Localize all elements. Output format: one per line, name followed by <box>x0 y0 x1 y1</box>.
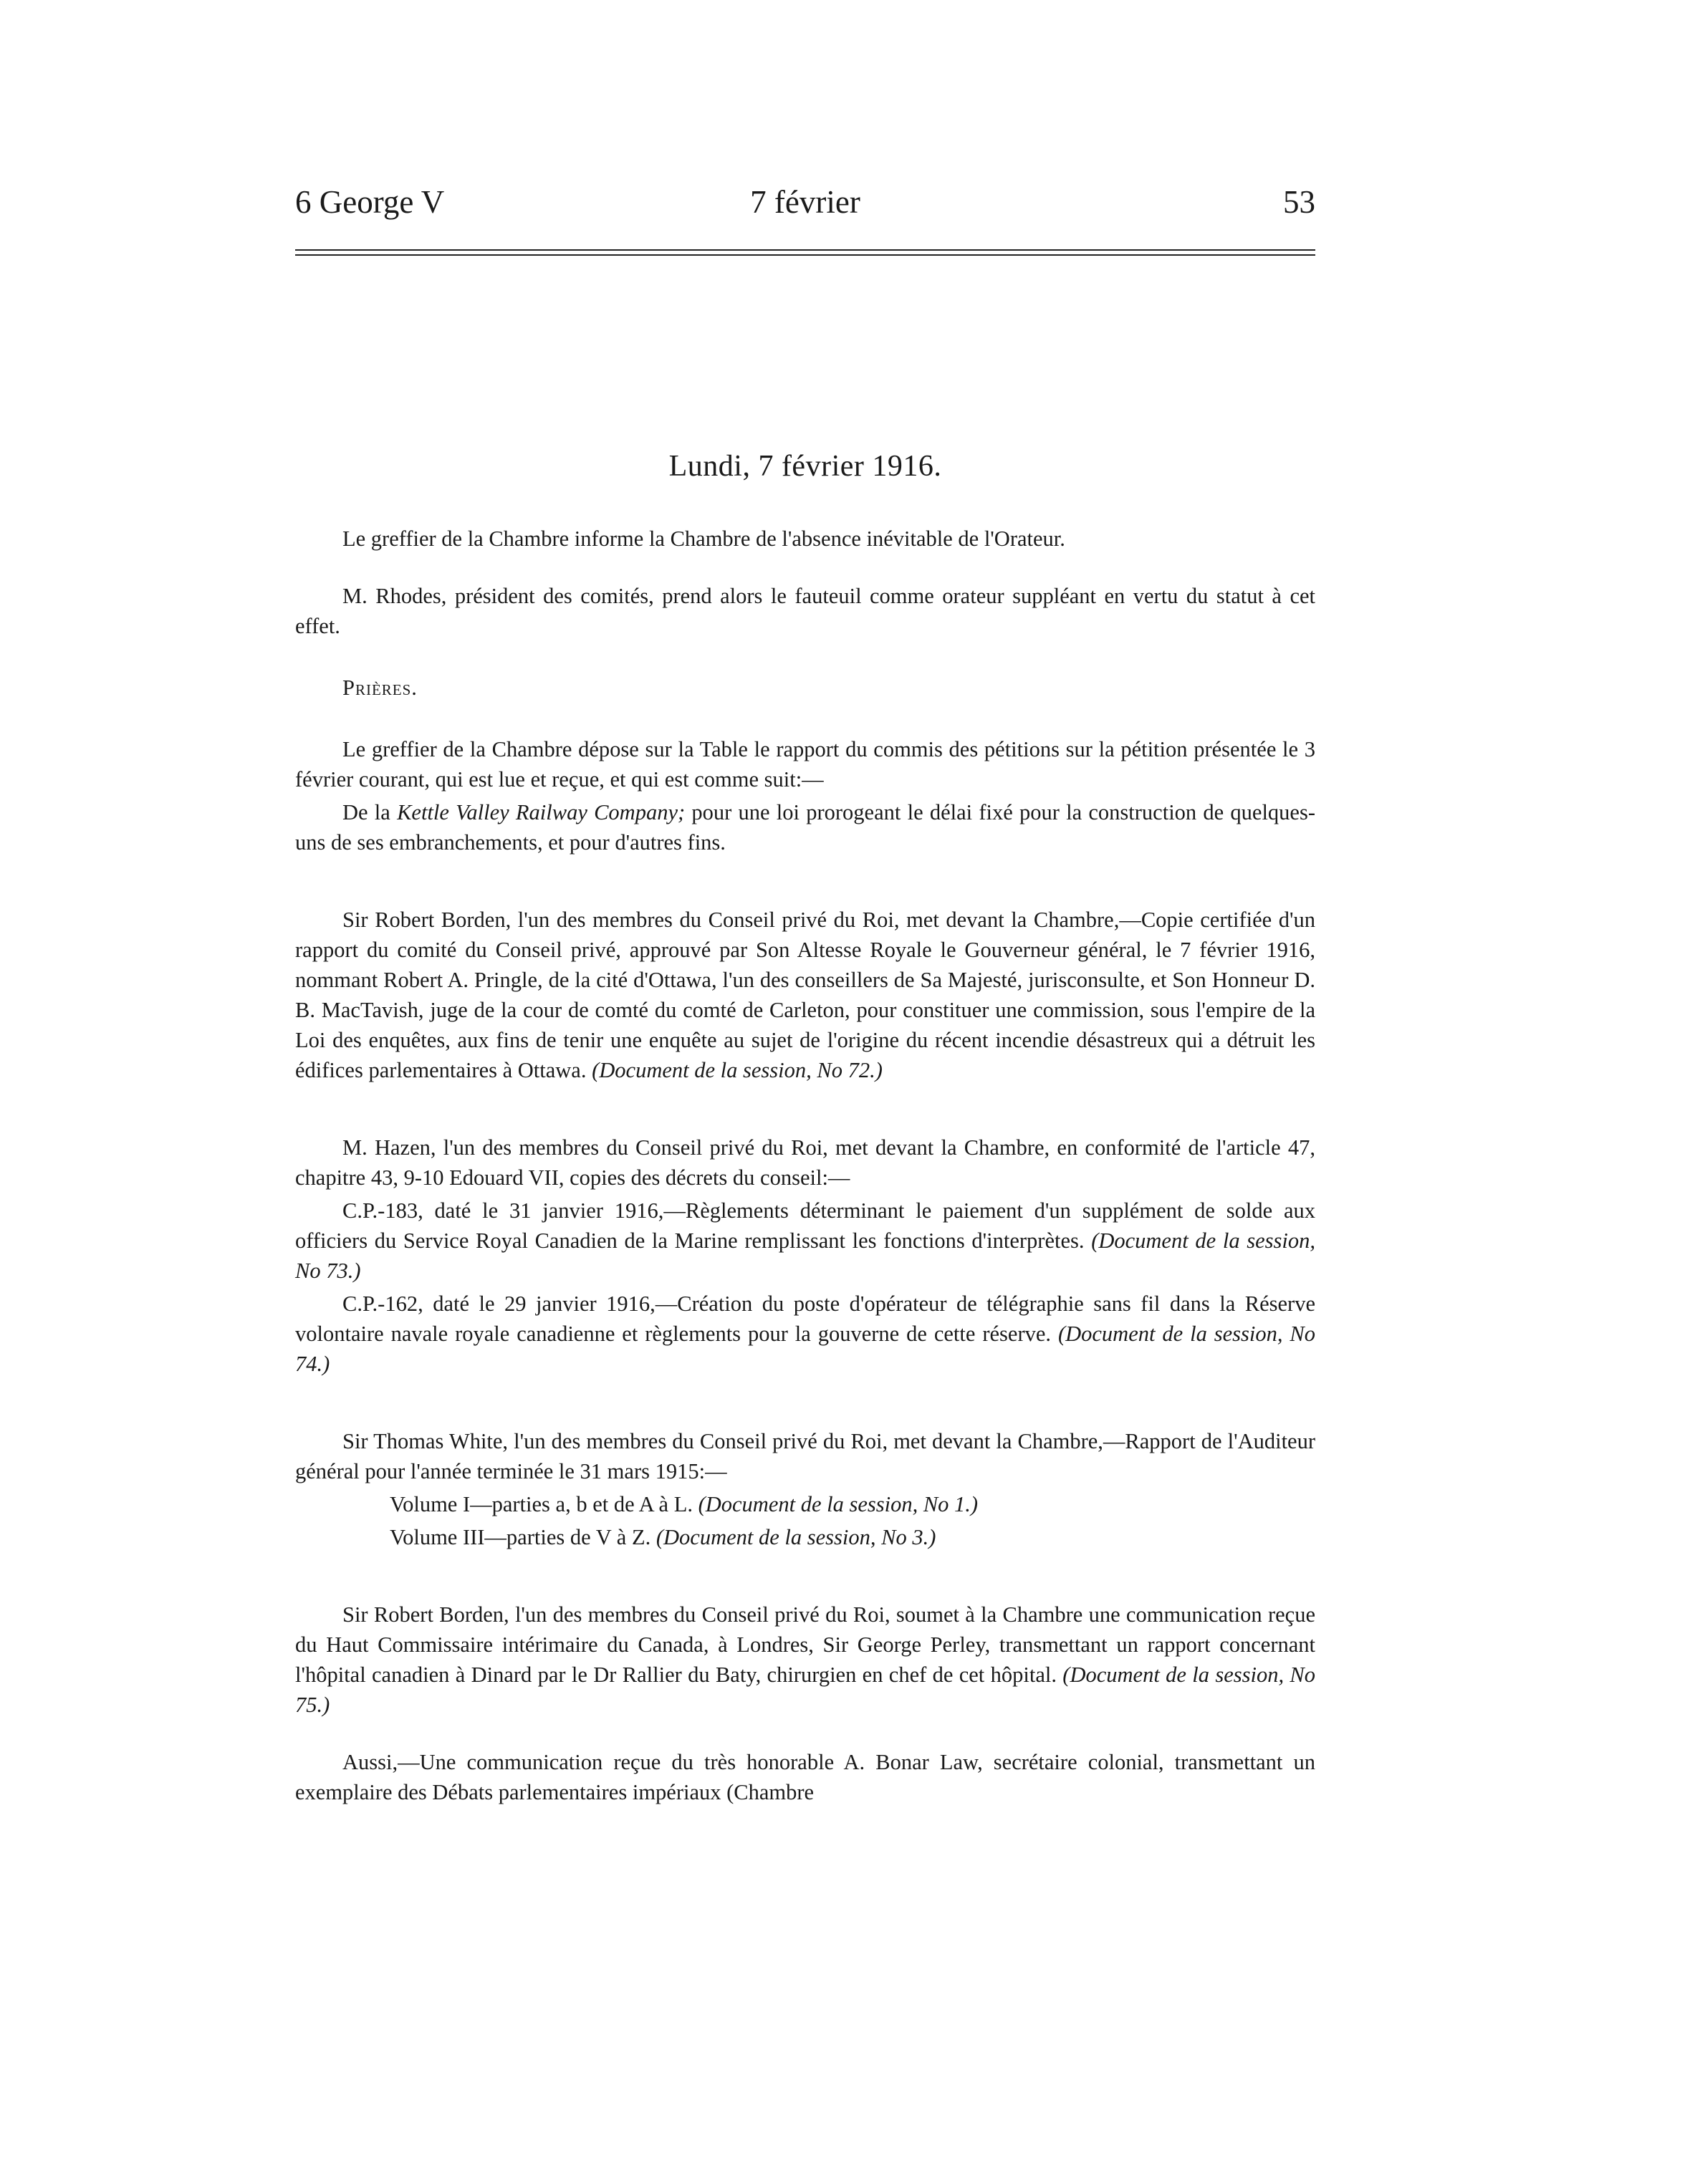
paragraph-petitions-report: Le greffier de la Chambre dépose sur la Table le rapport du commis des pétitions sur la pétition présentée le 3 février courant, qui est lue et reçue, et qui est comme suit:— <box>295 737 1315 792</box>
volume-entry <box>295 1489 1315 1519</box>
paragraph-kettle-valley <box>295 797 1315 857</box>
volume-entry <box>295 1522 1315 1552</box>
running-head <box>295 179 1315 229</box>
sessional-paper-ref: (Document de la session, No 72.) <box>592 1058 883 1082</box>
text-run: De la <box>342 800 398 824</box>
company-name: Kettle Valley Railway Company; <box>397 800 686 824</box>
sitting-date-heading: Lundi, 7 février 1916. <box>668 450 942 483</box>
regnal-year: 6 George V <box>295 184 445 220</box>
paragraph-white-auditor: Sir Thomas White, l'un des membres du Conseil privé du Roi, met devant la Chambre,—Rapport de l'Auditeur général pour l'année terminée le 31 mars 1915:— <box>295 1429 1315 1483</box>
proceedings-text <box>295 524 1315 1807</box>
paragraph-deputy-speaker: M. Rhodes, président des comités, prend alors le fauteuil comme orateur suppléant en vertu du statut à cet effet. <box>295 584 1315 638</box>
paragraph-cp-162 <box>295 1289 1315 1379</box>
sessional-paper-ref: (Document de la session, No 1.) <box>698 1492 979 1516</box>
text-run: C.P.-183, daté le 31 janvier 1916,—Règlements déterminant le paiement d'un supplément de solde aux officiers du Service Royal Canadien de la Marine remplissant les fonctions d'interprètes. <box>295 1198 1315 1253</box>
document-page <box>295 179 1315 1807</box>
sessional-paper-ref: (Document de la session, No 75.) <box>295 1663 1316 1717</box>
sessional-paper-ref: (Document de la session, No 74.) <box>295 1322 1316 1376</box>
paragraph-borden-hospital <box>295 1599 1315 1720</box>
paragraph-cp-183 <box>295 1196 1315 1286</box>
running-date: 7 février <box>750 184 860 220</box>
text-run: Sir Robert Borden, l'un des membres du Conseil privé du Roi, met devant la Chambre,—Copie certifiée d'un rapport du comité du Conseil privé, approuvé par Son Altesse Royale le Gouverneur général, le 7 février 1916, nommant Robert A. Pringle, de la cité d'Ottawa, l'un des conseillers de Sa Majesté, jurisconsulte, et Son Honneur D. B. MacTavish, juge de la cour de comté du comté de Carleton, pour constituer une commission, sous l'empire de la Loi des enquêtes, aux fins de tenir une enquête au sujet de l'origine du récent incendie désastreux qui a détruit les édifices parlementaires à Ottawa. <box>295 908 1315 1082</box>
double-rule <box>295 249 1315 256</box>
page-number: 53 <box>1283 184 1315 220</box>
paragraph-prayers: Prières. <box>342 675 418 700</box>
paragraph-hazen-orders: M. Hazen, l'un des membres du Conseil privé du Roi, met devant la Chambre, en conformité de l'article 47, chapitre 43, 9-10 Edouard VII, copies des décrets du conseil:— <box>295 1135 1315 1190</box>
paragraph-speaker-absence: Le greffier de la Chambre informe la Chambre de l'absence inévitable de l'Orateur. <box>342 526 1065 551</box>
sessional-paper-ref: (Document de la session, No 73.) <box>295 1228 1315 1283</box>
text-run: Volume I—parties a, b et de A à L. <box>390 1492 698 1516</box>
text-run: Volume III—parties de V à Z. <box>390 1525 656 1549</box>
text-run: C.P.-162, daté le 29 janvier 1916,—Création du poste d'opérateur de télégraphie sans fil dans la Réserve volontaire navale royale canadienne et règlements pour la gouverne de cette réserve. <box>295 1291 1315 1346</box>
sessional-paper-ref: (Document de la session, No 3.) <box>656 1525 936 1549</box>
text-run: Sir Robert Borden, l'un des membres du Conseil privé du Roi, soumet à la Chambre une communication reçue du Haut Commissaire intérimaire du Canada, à Londres, Sir George Perley, transmettant un rapport concernant l'hôpital canadien à Dinard par le Dr Rallier du Baty, chirurgien en chef de cet hôpital. <box>295 1602 1315 1687</box>
text-run: pour une loi prorogeant le délai fixé pour la construction de quelques-uns de ses embranchements, et pour d'autres fins. <box>295 800 1315 855</box>
paragraph-borden-commission <box>295 905 1315 1085</box>
paragraph-bonar-law: Aussi,—Une communication reçue du très honorable A. Bonar Law, secrétaire colonial, transmettant un exemplaire des Débats parlementaires impériaux (Chambre <box>295 1750 1315 1804</box>
